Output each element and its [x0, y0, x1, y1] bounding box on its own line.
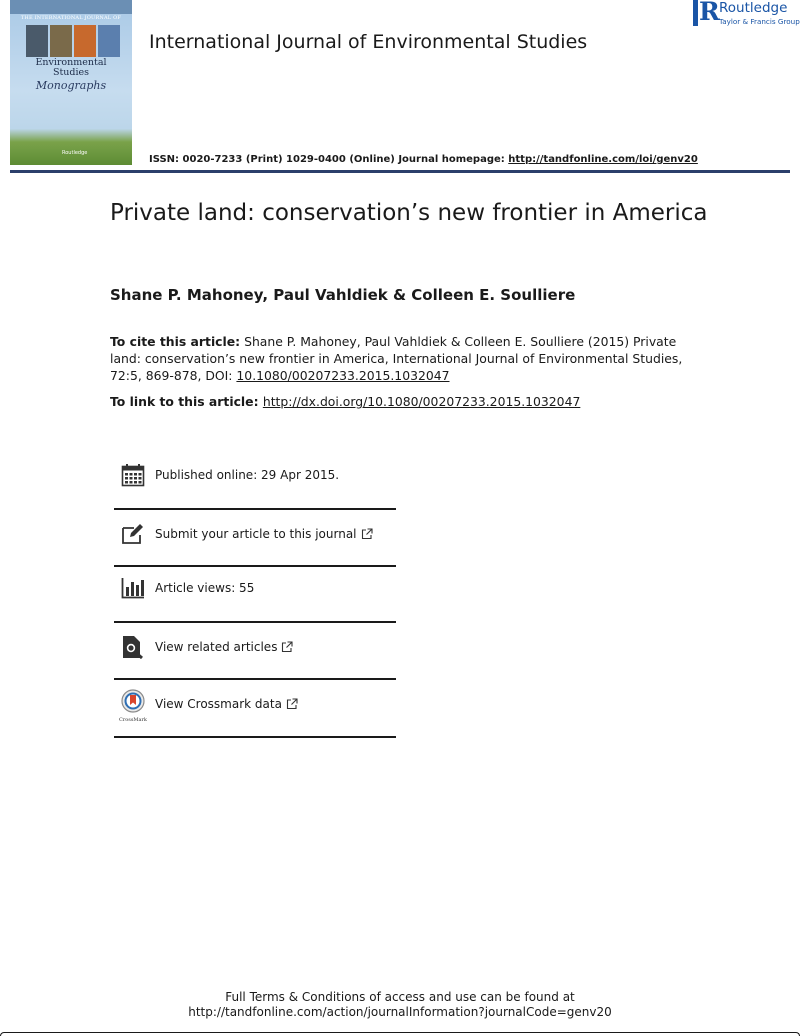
article-authors: Shane P. Mahoney, Paul Vahldiek & Colleen E. Soulliere — [110, 286, 576, 304]
journal-homepage-link[interactable]: http://tandfonline.com/loi/genv20 — [508, 154, 698, 165]
article-link-line — [110, 394, 580, 409]
calendar-icon — [121, 463, 145, 487]
published-online-item — [114, 450, 396, 500]
page-edge — [0, 1032, 800, 1036]
cite-doi-link[interactable]: 10.1080/00207233.2015.1032047 — [236, 368, 450, 383]
submit-article-text — [155, 527, 373, 541]
crossmark-caption: CrossMark — [119, 717, 147, 723]
article-views-item — [114, 563, 396, 613]
cover-photo-strip — [26, 25, 120, 57]
issn-text: ISSN: 0020-7233 (Print) 1029-0400 (Online) Journal homepage: — [149, 154, 509, 165]
logo-group-name: Taylor & Francis Group — [719, 17, 800, 26]
published-online-label: Published online: 29 Apr 2015. — [155, 468, 340, 482]
related-articles-link[interactable]: View related articles — [155, 640, 278, 654]
cover-subtitle: Monographs — [35, 79, 107, 92]
bar-chart-icon — [121, 576, 145, 600]
cover-title-line2: Studies — [52, 67, 90, 78]
routledge-r-icon: R — [699, 0, 720, 26]
submit-article-item[interactable] — [114, 509, 396, 559]
edit-icon — [121, 522, 145, 546]
routledge-logo[interactable] — [693, 0, 800, 28]
logo-bar — [693, 0, 698, 26]
cover-title — [10, 58, 132, 78]
issn-line — [149, 154, 698, 165]
cover-top-strip — [10, 0, 132, 14]
external-link-icon — [281, 641, 293, 653]
cover-title-line1: Environmental — [35, 57, 107, 68]
search-document-icon — [121, 635, 145, 659]
header-divider — [10, 170, 790, 173]
external-link-icon — [361, 528, 373, 540]
cover-publisher: Routledge — [62, 150, 88, 156]
crossmark-icon — [119, 689, 147, 721]
crossmark-badge-icon — [119, 689, 147, 713]
info-divider — [114, 736, 396, 738]
terms-line: Full Terms & Conditions of access and use can be found at — [225, 990, 575, 1004]
article-doi-link[interactable]: http://dx.doi.org/10.1080/00207233.2015.1032047 — [262, 394, 581, 409]
related-articles-item[interactable] — [114, 622, 396, 672]
article-views-label: Article views: 55 — [155, 581, 255, 595]
crossmark-text — [155, 697, 298, 711]
crossmark-link[interactable]: View Crossmark data — [155, 697, 282, 711]
crossmark-item[interactable] — [114, 679, 396, 729]
journal-title[interactable]: International Journal of Environmental Studies — [149, 31, 588, 53]
external-link-icon — [286, 698, 298, 710]
cover-small-text: THE INTERNATIONAL JOURNAL OF — [20, 15, 122, 21]
submit-article-link[interactable]: Submit your article to this journal — [155, 527, 357, 541]
related-articles-text — [155, 640, 293, 654]
terms-link[interactable]: http://tandfonline.com/action/journalInformation?journalCode=genv20 — [188, 1005, 612, 1019]
terms-footer — [0, 990, 800, 1020]
link-label: To link to this article: — [110, 394, 263, 409]
article-title: Private land: conservation’s new frontier in America — [110, 200, 708, 226]
journal-cover-image — [10, 0, 132, 165]
logo-brand-name: Routledge — [719, 0, 788, 16]
citation-block — [110, 333, 700, 384]
cite-label: To cite this article: — [110, 334, 241, 349]
cite-text: Shane P. Mahoney, Paul Vahldiek & Colleen E. Soulliere (2015) Private land: conservation’s new frontier in America, International Journal of Environmental Studies, 72:5, 869-878, DOI: — [110, 334, 683, 383]
